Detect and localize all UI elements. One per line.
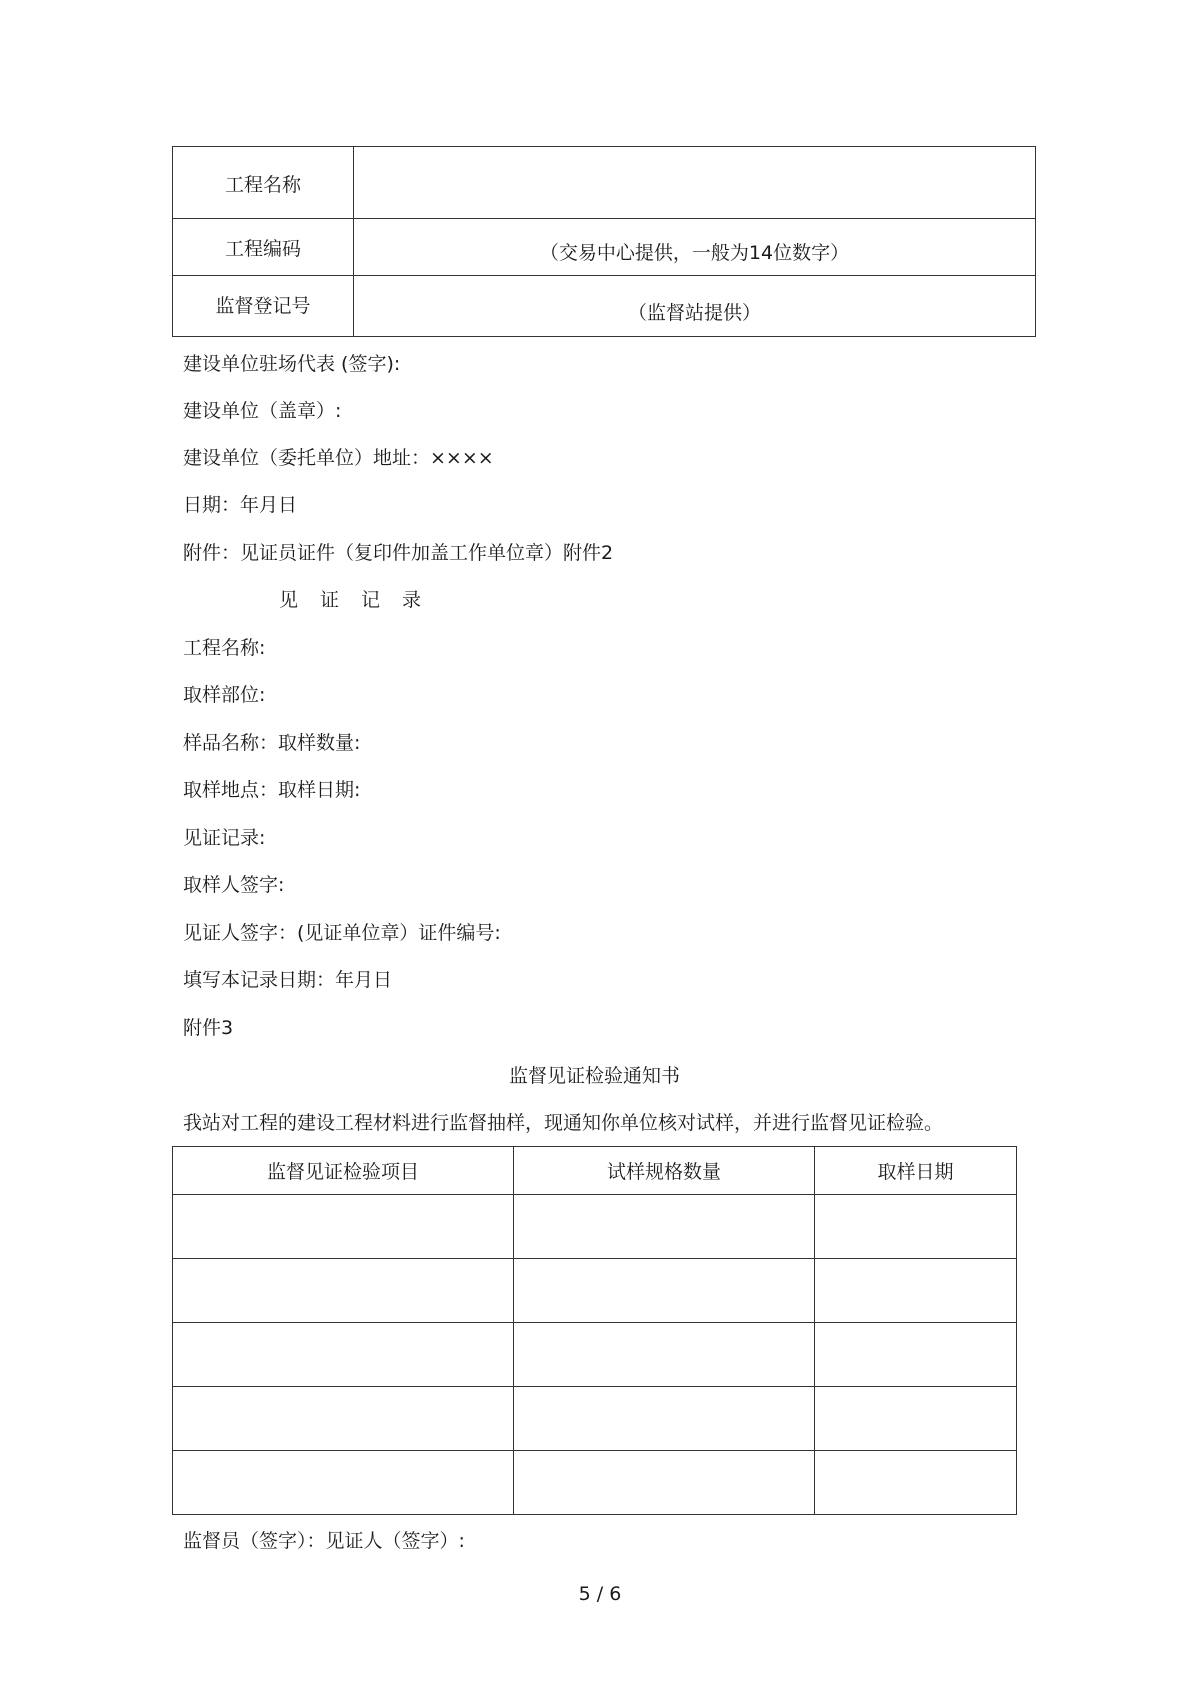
project-code-value[interactable]: （交易中心提供，一般为14位数字） (354, 219, 1036, 276)
project-name-value[interactable] (354, 147, 1036, 219)
field-witness-sign: 见证人签字：(见证单位章）证件编号: (183, 922, 501, 944)
attachment-line: 附件：见证员证件（复印件加盖工作单位章）附件2 (183, 542, 614, 564)
unit-address-line: 建设单位（委托单位）地址：×××× (183, 447, 494, 469)
cell-spec[interactable] (514, 1195, 815, 1259)
supervision-reg-label: 监督登记号 (173, 276, 354, 337)
cell-date[interactable] (815, 1387, 1017, 1451)
table-row (173, 276, 1036, 337)
table-row (173, 147, 1036, 219)
cell-item[interactable] (173, 1387, 514, 1451)
project-info-table (172, 146, 1036, 337)
field-sampling-part: 取样部位: (183, 684, 266, 706)
notice-title: 监督见证检验通知书 (509, 1065, 681, 1087)
cell-spec[interactable] (514, 1259, 815, 1323)
cell-date[interactable] (815, 1451, 1017, 1515)
project-code-label: 工程编码 (173, 219, 354, 276)
witness-record-title: 见证记录 (279, 589, 444, 611)
table-row (173, 1259, 1017, 1323)
cell-spec[interactable] (514, 1451, 815, 1515)
cell-date[interactable] (815, 1195, 1017, 1259)
cell-item[interactable] (173, 1195, 514, 1259)
field-sample-name-qty: 样品名称：取样数量: (183, 732, 361, 754)
table-row (173, 1323, 1017, 1387)
signatures-line: 监督员（签字）：见证人（签字）: (183, 1530, 465, 1552)
unit-seal-line: 建设单位（盖章）: (183, 400, 342, 422)
cell-spec[interactable] (514, 1387, 815, 1451)
table-row (173, 1195, 1017, 1259)
project-name-label: 工程名称 (173, 147, 354, 219)
header-sampling-date: 取样日期 (815, 1147, 1017, 1195)
field-witness-record: 见证记录: (183, 827, 266, 849)
table-row (173, 1451, 1017, 1515)
table-row (173, 219, 1036, 276)
field-record-date: 填写本记录日期：年月日 (183, 969, 393, 991)
rep-sign-line: 建设单位驻场代表 (签字): (183, 353, 401, 375)
header-spec-quantity: 试样规格数量 (514, 1147, 815, 1195)
table-row (173, 1387, 1017, 1451)
cell-item[interactable] (173, 1323, 514, 1387)
inspection-items-table (172, 1146, 1017, 1515)
supervision-reg-value[interactable]: （监督站提供） (354, 276, 1036, 337)
cell-spec[interactable] (514, 1323, 815, 1387)
cell-item[interactable] (173, 1451, 514, 1515)
cell-date[interactable] (815, 1323, 1017, 1387)
field-project-name: 工程名称: (183, 637, 266, 659)
field-sampler-sign: 取样人签字: (183, 874, 285, 896)
table-header-row (173, 1147, 1017, 1195)
field-sampling-place-date: 取样地点：取样日期: (183, 779, 361, 801)
notice-intro: 我站对工程的建设工程材料进行监督抽样，现通知你单位核对试样，并进行监督见证检验。 (183, 1112, 944, 1134)
cell-item[interactable] (173, 1259, 514, 1323)
cell-date[interactable] (815, 1259, 1017, 1323)
page-number: 5 / 6 (578, 1583, 622, 1605)
date-line: 日期：年月日 (183, 494, 298, 516)
attachment-3-line: 附件3 (183, 1017, 234, 1039)
header-inspection-item: 监督见证检验项目 (173, 1147, 514, 1195)
